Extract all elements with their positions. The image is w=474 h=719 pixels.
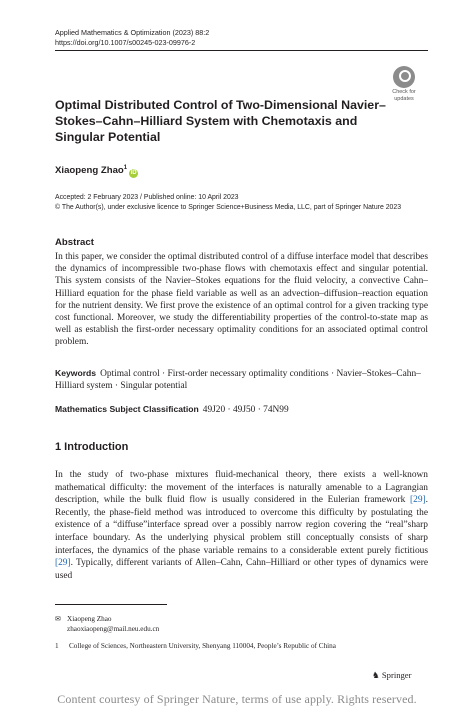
msc-classification	[55, 404, 289, 415]
dates-line: Accepted: 2 February 2023 / Published online: 10 April 2023	[55, 194, 239, 201]
keywords-text: Optimal control · First-order necessary optimality conditions · Navier–Stokes–Cahn–Hilliard system · Singular potential	[55, 369, 421, 392]
affiliation-text: College of Sciences, Northeastern University, Shenyang 110004, People’s Republic of China	[69, 642, 336, 650]
keywords	[55, 367, 428, 392]
introduction-paragraph	[55, 469, 428, 582]
citation-link[interactable]: [29]	[410, 495, 426, 506]
journal-citation: Applied Mathematics & Optimization (2023) 88:2	[55, 28, 210, 37]
abstract-heading: Abstract	[55, 237, 94, 248]
intro-text-part: . Recently, the phase-field method was introduced to overcome this difficulty by postulating the existence of a “diffuse”interface spread over a possibly narrow region covering the “real”sharp interface boundary. As the underlying physical problem still conceptually consists of sharp interfaces, the dynamics of the phase variable remains to a considerable extent purely fictitious	[55, 495, 428, 556]
doi-link[interactable]: https://doi.org/10.1007/s00245-023-09976-2	[55, 38, 196, 47]
intro-text-part: . Typically, different variants of Allen–Cahn, Cahn–Hilliard or other types of dynamics were used	[55, 558, 428, 581]
contact-name: Xiaopeng Zhao	[67, 615, 112, 623]
corresponding-author	[55, 614, 159, 634]
section-heading-introduction: 1 Introduction	[55, 441, 129, 453]
contact-email[interactable]: zhaoxiaopeng@mail.neu.edu.cn	[67, 625, 160, 633]
check-updates-icon	[393, 66, 415, 88]
author-line	[55, 165, 138, 178]
keywords-label: Keywords	[55, 368, 97, 378]
affiliation-number: 1	[55, 642, 59, 650]
footnote-divider	[55, 604, 167, 605]
affiliation-mark: 1	[123, 165, 128, 171]
msc-label: Mathematics Subject Classification	[55, 404, 199, 414]
envelope-icon: ✉	[55, 615, 62, 623]
paper-title: Optimal Distributed Control of Two-Dimensional Navier–Stokes–Cahn–Hilliard System with Chemotaxis and Singular Potential	[55, 98, 386, 144]
citation-link[interactable]: [29]	[55, 558, 71, 569]
msc-codes: 49J20 · 49J50 · 74N99	[202, 405, 289, 415]
affiliation-footnote	[55, 642, 336, 650]
springer-logo	[372, 670, 411, 681]
springer-horse-icon: ♞	[372, 670, 380, 680]
badge-line-1: Check for	[392, 89, 416, 95]
courtesy-watermark: Content courtesy of Springer Nature, terms of use apply. Rights reserved.	[57, 692, 417, 706]
journal-header	[55, 28, 209, 48]
header-divider	[55, 50, 428, 51]
abstract-text: In this paper, we consider the optimal distributed control of a diffuse interface model that describes the dynamics of incompressible two-phase flows with chemotaxis effect and singular potential. This system consists of the Navier–Stokes equations for the fluid velocity, a convective Cahn–Hilliard equation for the phase field variable as well as an advection–diffusion–reaction equation for the nutrient density. We first prove the existence of an optimal control for a given tracking type cost functional. Moreover, we study the differentiability properties of the control-to-state map as well as establish the first-order necessary optimality conditions for an associated optimal control problem.	[55, 252, 428, 348]
badge-line-2: updates	[394, 96, 414, 102]
orcid-icon[interactable]: iD	[130, 170, 137, 177]
publisher-name: Springer	[381, 670, 412, 680]
publication-dates	[55, 193, 401, 213]
author-name[interactable]: Xiaopeng Zhao	[55, 165, 124, 177]
copyright-line: © The Author(s), under exclusive licence to Springer Science+Business Media, LLC, part of Springer Nature 2023	[55, 204, 402, 211]
intro-text-part: In the study of two-phase mixtures fluid-mechanical theory, there exists a well-known mathematical difficulty: the movement of the interfaces is naturally amenable to a Lagrangian description, while the bulk fluid flow is usually considered in the Eulerian framework	[55, 470, 428, 506]
